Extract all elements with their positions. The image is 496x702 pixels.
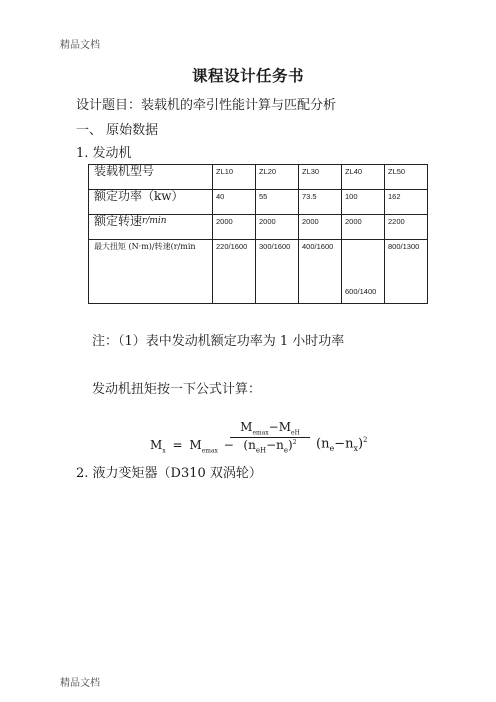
row-head-rated-speed-label: 额定转速 — [94, 214, 143, 228]
formula-num-mid: −M — [268, 420, 292, 434]
footer-watermark: 精品文档 — [60, 678, 100, 689]
section-heading-raw-data: 一、 原始数据 — [76, 123, 159, 138]
formula-tail-mid: −n — [334, 436, 354, 452]
table-cell: 400/1600 — [299, 240, 342, 304]
formula-lhs: M — [150, 438, 163, 452]
row-head-rated-power: 额定功率（kw） — [89, 190, 213, 215]
table-cell: 300/1600 — [256, 240, 299, 304]
formula-tail: (n — [316, 436, 330, 452]
item-torque-converter: 2. 液力变矩器（D310 双涡轮） — [76, 466, 262, 481]
table-cell: 40 — [213, 190, 256, 215]
table-cell: 800/1300 — [385, 240, 428, 304]
rated-speed-unit: r/min — [142, 216, 167, 226]
formula-den-exp: 2 — [292, 439, 297, 447]
table-cell: ZL40 — [342, 165, 385, 190]
table-cell: ZL30 — [299, 165, 342, 190]
table-cell: 2000 — [299, 215, 342, 240]
table-cell: 162 — [385, 190, 428, 215]
table-cell: 2000 — [256, 215, 299, 240]
table-row — [89, 215, 428, 240]
header-watermark: 精品文档 — [60, 40, 100, 51]
table-row — [89, 240, 428, 304]
table-cell: 2200 — [385, 215, 428, 240]
table-cell: 100 — [342, 190, 385, 215]
formula-term1: M — [189, 438, 202, 452]
note-rated-power: 注：（1）表中发动机额定功率为 1 小时功率 — [92, 334, 345, 349]
table-cell: 600/1400 — [342, 240, 385, 304]
formula-term1-sub: emax — [201, 447, 218, 455]
formula-tail-close: ) — [357, 436, 364, 452]
formula-den-sub2: e — [283, 446, 289, 455]
table-cell: 2000 — [213, 215, 256, 240]
formula-tail-exp: 2 — [363, 436, 368, 444]
formula-den-mid: −n — [266, 438, 284, 453]
table-cell: 220/1600 — [213, 240, 256, 304]
formula-tail-sub1: e — [329, 443, 335, 453]
formula-den-sub1: eH — [255, 446, 267, 455]
page-title: 课程设计任务书 — [191, 66, 304, 85]
table-cell: 55 — [256, 190, 299, 215]
row-head-rated-speed — [89, 215, 213, 240]
table-cell: ZL10 — [213, 165, 256, 190]
table-cell: 73.5 — [299, 190, 342, 215]
row-head-model: 装载机型号 — [89, 165, 213, 190]
formula-lhs-sub: x — [162, 447, 166, 455]
torque-formula-intro: 发动机扭矩按一下公式计算： — [92, 382, 262, 397]
formula-tail-sub2: x — [353, 443, 358, 453]
formula-den: (n — [243, 438, 256, 453]
item-engine: 1. 发动机 — [76, 146, 132, 161]
row-head-max-torque: 最大扭矩 (N·m)/转速(r/min — [89, 240, 213, 304]
formula-num: M — [240, 420, 253, 434]
design-subject: 设计题目：装载机的牵引性能计算与匹配分析 — [76, 98, 337, 113]
table-cell: 2000 — [342, 215, 385, 240]
formula-den-close: ) — [288, 438, 293, 453]
formula-num-sub1: emax — [252, 429, 269, 437]
table-cell: ZL20 — [256, 165, 299, 190]
table-row — [89, 190, 428, 215]
table-row — [89, 165, 428, 190]
table-cell: ZL50 — [385, 165, 428, 190]
formula-num-sub2: eH — [291, 429, 300, 437]
engine-spec-table — [88, 164, 428, 304]
